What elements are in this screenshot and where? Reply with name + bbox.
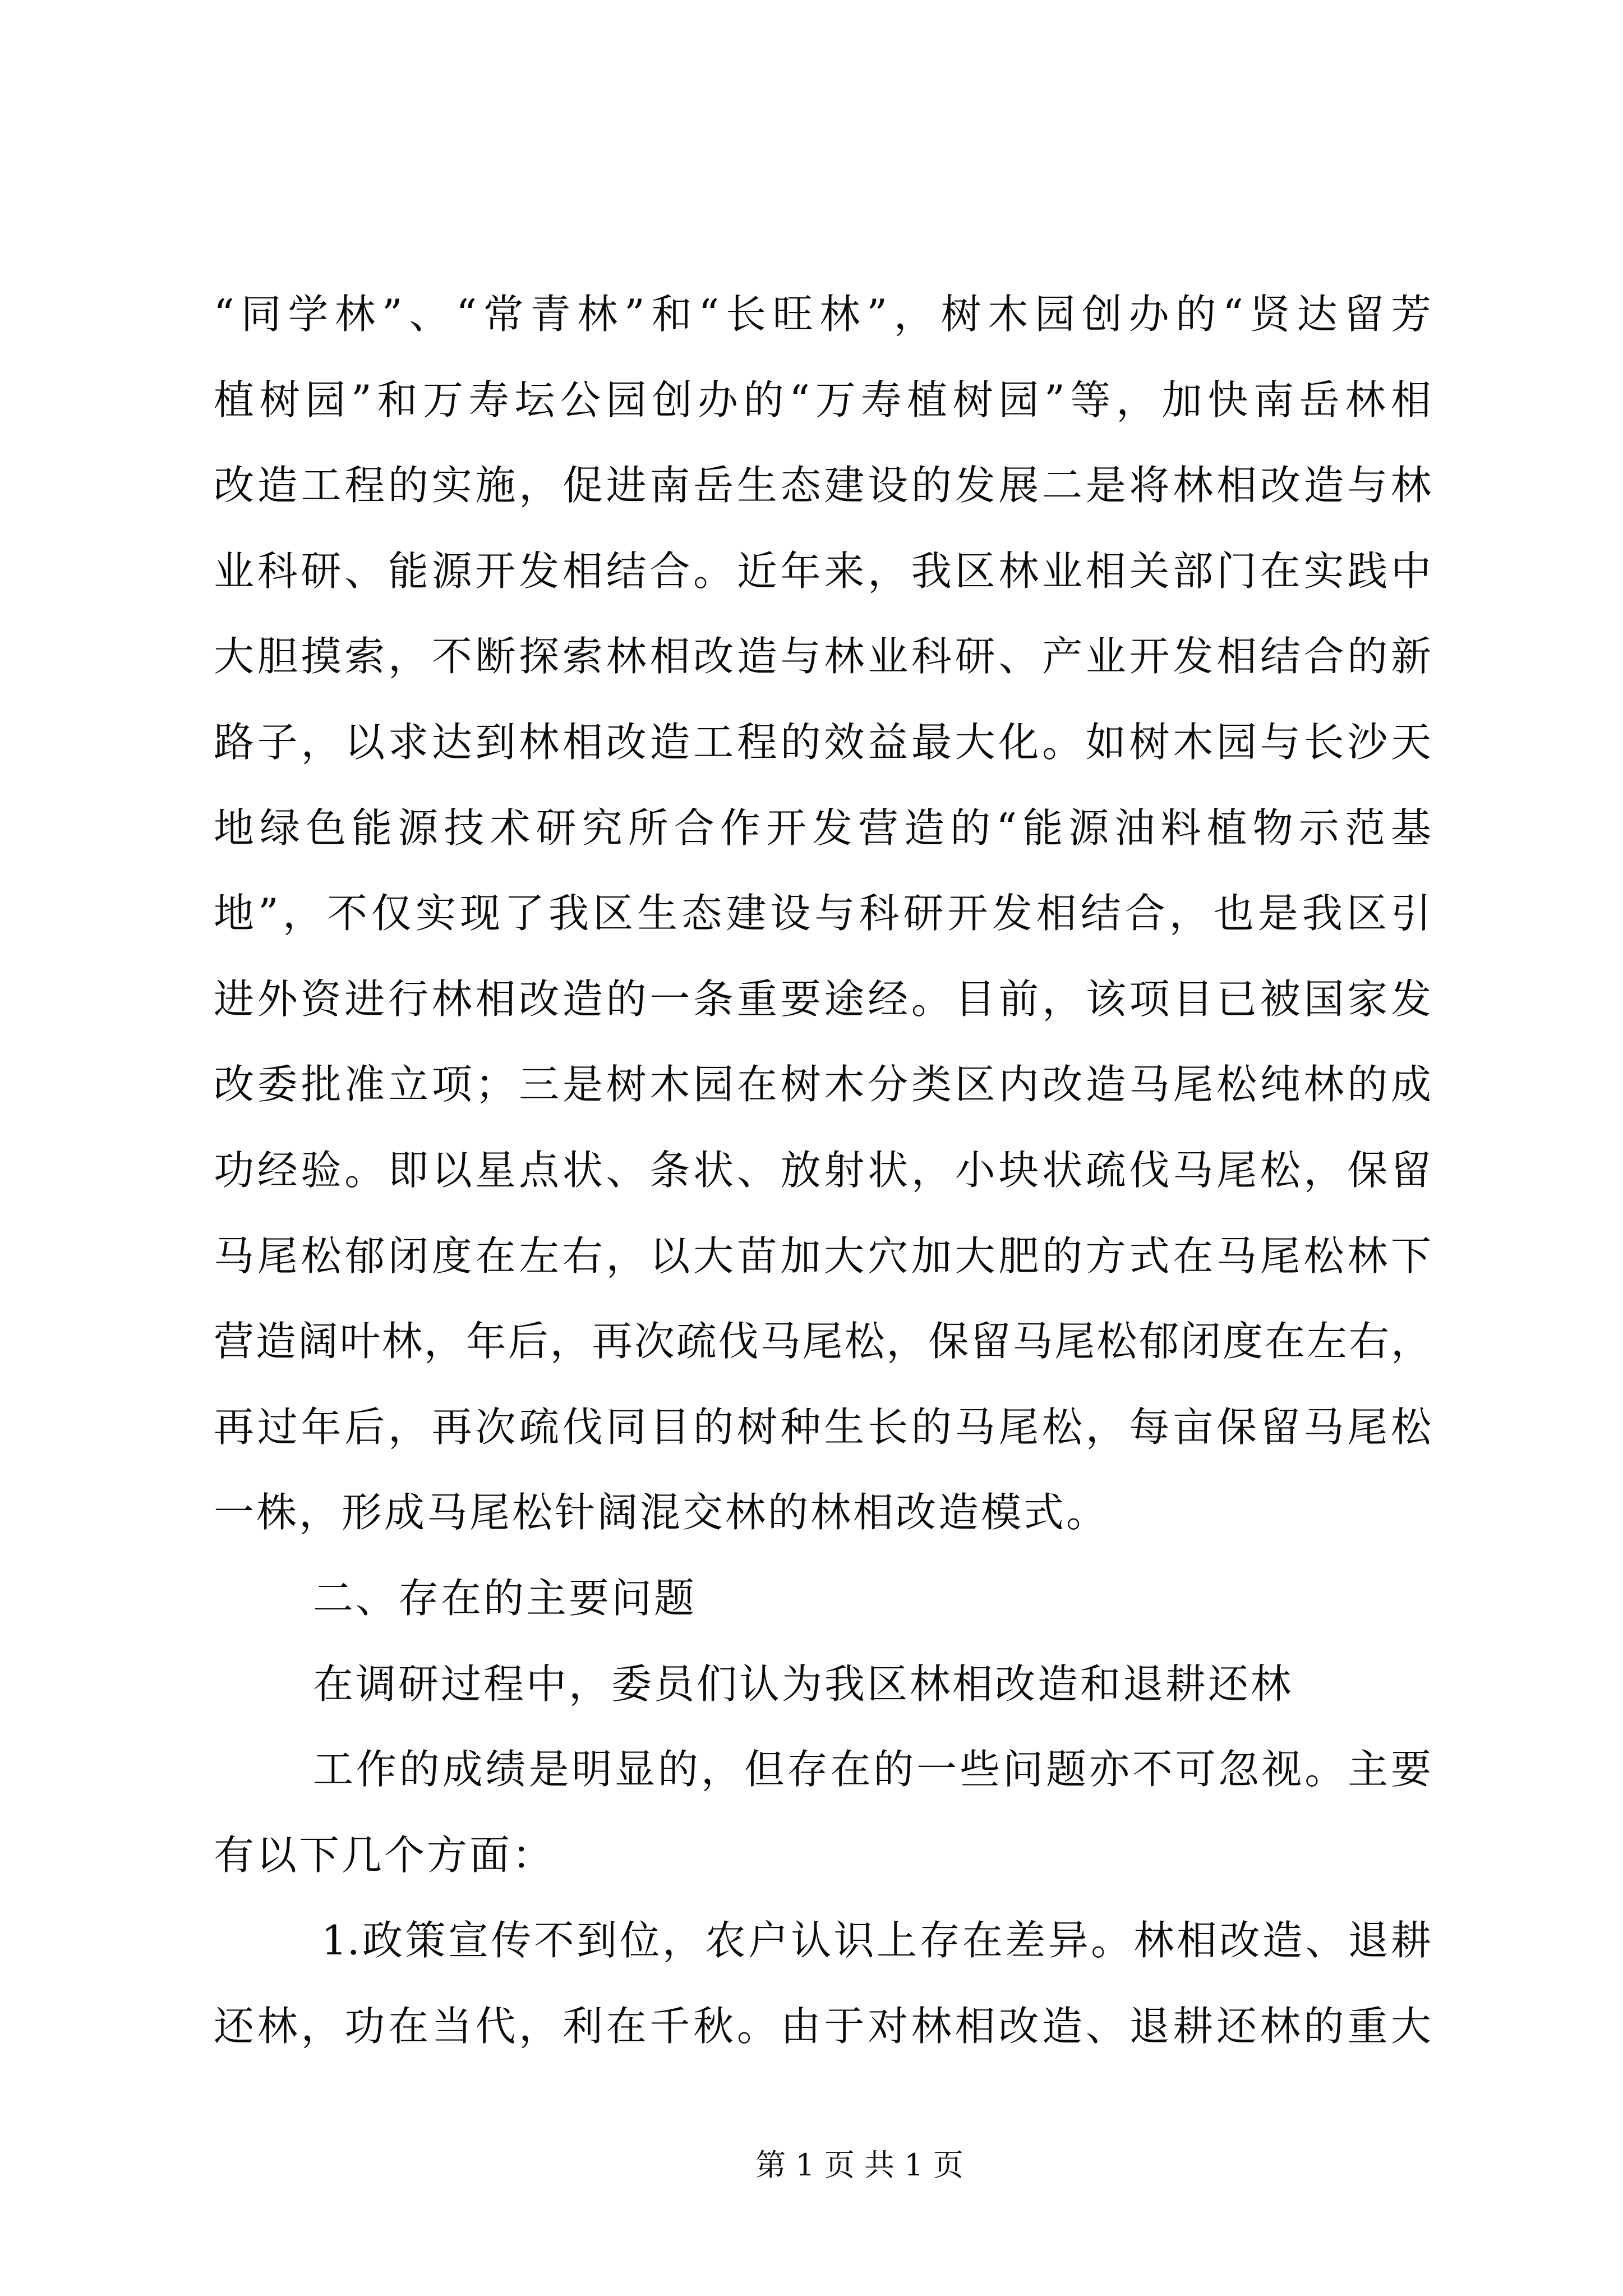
body-text-line: 功经验。即以星点状、条状、放射状，小块状疏伐马尾松，保留 <box>214 1146 1431 1194</box>
body-text-line: “同学林”、“常青林”和“长旺林”，树木园创办的“贤达留芳 <box>214 291 1431 338</box>
body-text-line: 地绿色能源技术研究所合作开发营造的“能源油料植物示范基 <box>214 804 1431 852</box>
paragraph-main-problems-intro <box>214 1641 1431 1898</box>
body-text-line: 路子，以求达到林相改造工程的效益最大化。如树木园与长沙天 <box>214 718 1431 766</box>
body-text-line: 改造工程的实施，促进南岳生态建设的发展二是将林相改造与林 <box>214 462 1431 509</box>
body-text-line: 植树园”和万寿坛公园创办的“万寿植树园”等，加快南岳林相 <box>214 376 1431 424</box>
body-text-line: 马尾松郁闭度在左右，以大苗加大穴加大肥的方式在马尾松林下 <box>214 1232 1431 1280</box>
body-text-line: 进外资进行林相改造的一条重要途经。目前，该项目已被国家发 <box>214 975 1431 1023</box>
section-heading: 二、存在的主要问题 <box>313 1574 697 1622</box>
paragraph-forest-reform-measures <box>214 272 1431 1556</box>
body-text-line: 1.政策宣传不到位，农户认识上存在差异。林相改造、退耕 <box>321 1917 1431 1964</box>
document-body <box>214 272 1431 2069</box>
body-text-line: 有以下几个方面： <box>214 1831 555 1879</box>
body-text-line: 改委批准立项；三是树木园在树木分类区内改造马尾松纯林的成 <box>214 1061 1431 1108</box>
body-text-line: 营造阔叶林，年后，再次疏伐马尾松，保留马尾松郁闭度在左右， <box>214 1318 1431 1365</box>
body-text-line: 还林，功在当代，利在千秋。由于对林相改造、退耕还林的重大 <box>214 2002 1431 2050</box>
body-text-line: 大胆摸索，不断探索林相改造与林业科研、产业开发相结合的新 <box>214 633 1431 680</box>
body-text-line: 地”，不仅实现了我区生态建设与科研开发相结合，也是我区引 <box>214 890 1431 937</box>
list-item-policy-publicity <box>214 1898 1431 2069</box>
body-text-line: 在调研过程中，委员们认为我区林相改造和退耕还林 <box>313 1660 1294 1708</box>
page-footer-number: 第 1 页 共 1 页 <box>755 2147 963 2183</box>
body-text-line: 一株，形成马尾松针阔混交林的林相改造模式。 <box>214 1489 1109 1536</box>
body-text-line: 再过年后，再次疏伐同目的树种生长的马尾松，每亩保留马尾松 <box>214 1403 1431 1451</box>
body-text-line: 业科研、能源开发相结合。近年来，我区林业相关部门在实践中 <box>214 547 1431 595</box>
body-text-line: 工作的成绩是明显的，但存在的一些问题亦不可忽视。主要 <box>313 1746 1431 1793</box>
